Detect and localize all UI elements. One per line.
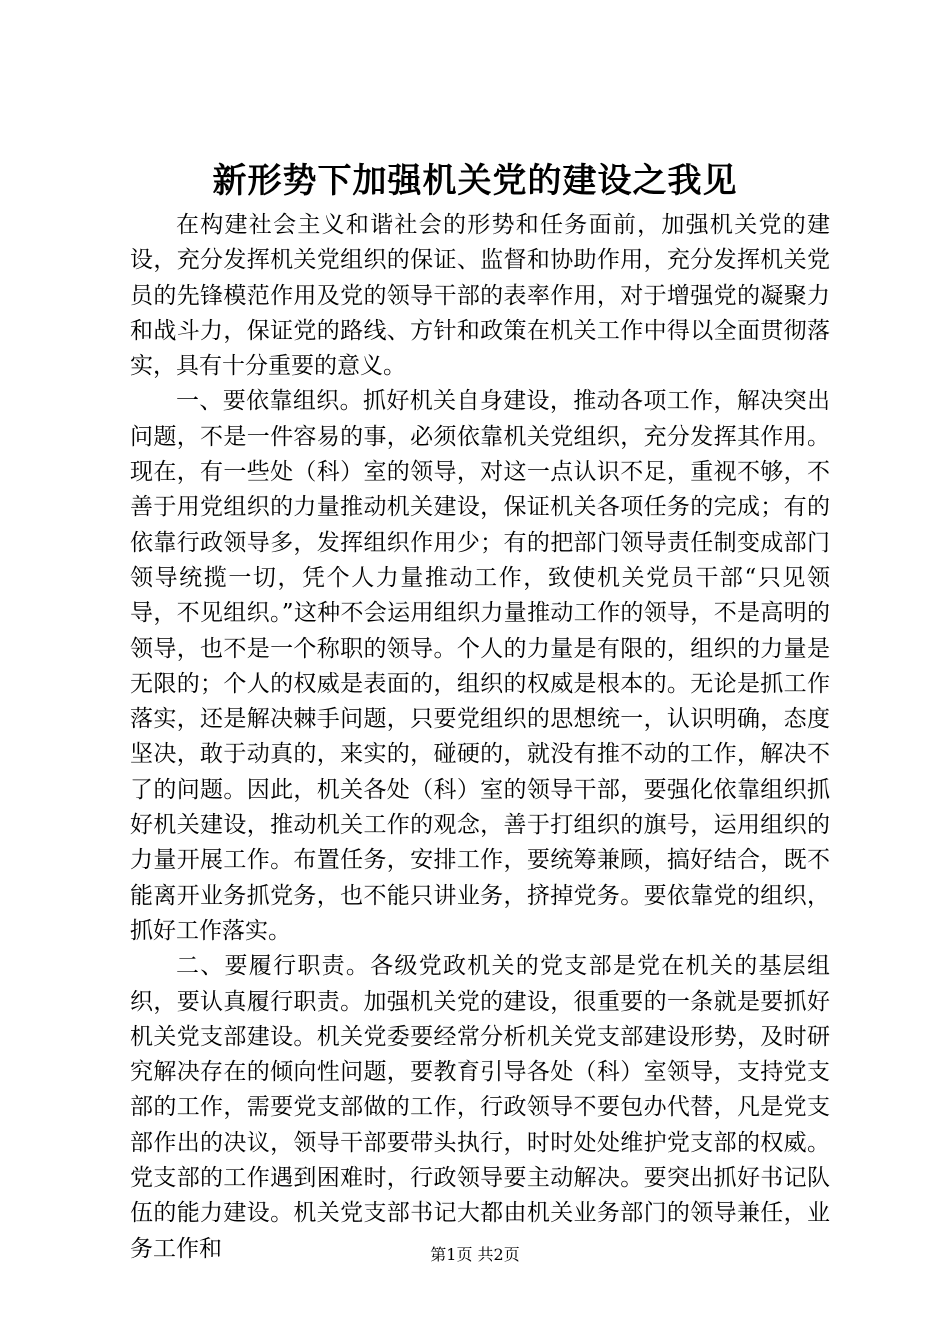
paragraph-intro: 在构建社会主义和谐社会的形势和任务面前，加强机关党的建设，充分发挥机关党组织的保证、监督和协助作用，充分发挥机关党员的先锋模范作用及党的领导干部的表率作用，对于增强党的凝聚力和战斗力，保证党的路线、方针和政策在机关工作中得以全面贯彻落实，具有十分重要的意义。 <box>130 212 830 380</box>
paragraph-section-1: 一、要依靠组织。抓好机关自身建设，推动各项工作，解决突出问题，不是一件容易的事，必须依靠机关党组织，充分发挥其作用。现在，有一些处（科）室的领导，对这一点认识不足，重视不够，不善于用党组织的力量推动机关建设，保证机关各项任务的完成；有的依靠行政领导多，发挥组织作用少；有的把部门领导责任制变成部门领导统揽一切，凭个人力量推动工作，致使机关党员干部“只见领导，不见组织。”这种不会运用组织力量推动工作的领导，不是高明的领导，也不是一个称职的领导。个人的力量是有限的，组织的力量是无限的；个人的权威是表面的，组织的权威是根本的。无论是抓工作落实，还是解决棘手问题，只要党组织的思想统一，认识明确，态度坚决，敢于动真的，来实的，碰硬的，就没有推不动的工作，解决不了的问题。因此，机关各处（科）室的领导干部，要强化依靠组织抓好机关建设，推动机关工作的观念，善于打组织的旗号，运用组织的力量开展工作。布置任务，安排工作，要统筹兼顾，搞好结合，既不能离开业务抓党务，也不能只讲业务，挤掉党务。要依靠党的组织，抓好工作落实。 <box>130 388 830 944</box>
paragraph-section-2: 二、要履行职责。各级党政机关的党支部是党在机关的基层组织，要认真履行职责。加强机关党的建设，很重要的一条就是要抓好机关党支部建设。机关党委要经常分析机关党支部建设形势，及时研究解决存在的倾向性问题，要教育引导各处（科）室领导，支持党支部的工作，需要党支部做的工作，行政领导不要包办代替，凡是党支部作出的决议，领导干部要带头执行，时时处处维护党支部的权威。党支部的工作遇到困难时，行政领导要主动解决。要突出抓好书记队伍的能力建设。机关党支部书记大都由机关业务部门的领导兼任，业务工作和 <box>130 953 830 1262</box>
document-body <box>130 208 830 1267</box>
document-title: 新形势下加强机关党的建设之我见 <box>212 161 738 201</box>
page-number-footer: 第1页 共2页 <box>430 1245 520 1264</box>
